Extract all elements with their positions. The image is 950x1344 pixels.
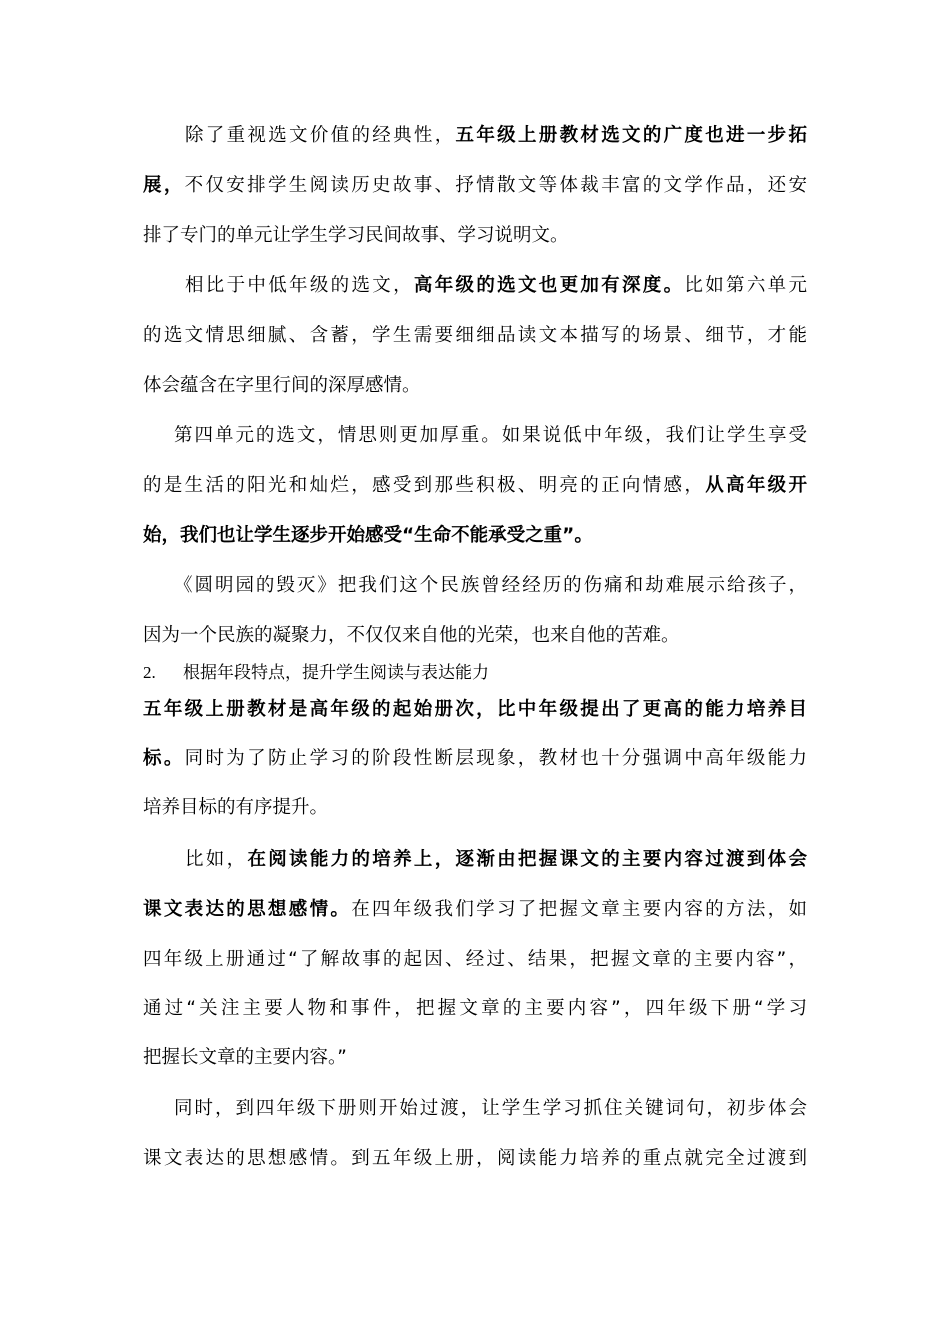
paragraph-1-line-1: 除了重视选文价值的经典性，五年级上册教材选文的广度也进一步拓 <box>185 125 807 146</box>
paragraph-3-line-1: 第四单元的选文，情思则更加厚重。如果说低中年级，我们让学生享受 <box>174 425 807 446</box>
paragraph-6-line-1: 比如，在阅读能力的培养上，逐渐由把握课文的主要内容过渡到体会 <box>185 849 807 870</box>
paragraph-6-line-5: 把握长文章的主要内容。” <box>143 1047 347 1068</box>
emphasis-text: 标。 <box>143 748 185 769</box>
paragraph-6-line-4: 通过“关注主要人物和事件，把握文章的主要内容”，四年级下册“学习 <box>143 998 807 1019</box>
paragraph-5-line-2: 标。同时为了防止学习的阶段性断层现象，教材也十分强调中高年级能力 <box>143 748 807 769</box>
emphasis-text: 从高年级开 <box>705 475 807 496</box>
emphasis-text: 课文表达的思想感情。 <box>143 899 352 920</box>
paragraph-5-line-1: 五年级上册教材是高年级的起始册次，比中年级提出了更高的能力培养目 <box>143 699 807 720</box>
paragraph-7-line-1: 同时，到四年级下册则开始过渡，让学生学习抓住关键词句，初步体会 <box>174 1098 807 1119</box>
paragraph-6-line-2: 课文表达的思想感情。在四年级我们学习了把握文章主要内容的方法，如 <box>143 899 807 920</box>
emphasis-text: 高年级的选文也更加有深度。 <box>413 275 685 296</box>
section-heading <box>143 660 489 686</box>
section-number: 2. <box>143 663 156 682</box>
paragraph-2-line-3: 体会蕴含在字里行间的深厚感情。 <box>143 375 421 396</box>
paragraph-4-line-1: 《圆明园的毁灭》把我们这个民族曾经经历的伤痛和劫难展示给孩子， <box>174 575 807 596</box>
paragraph-2-line-2: 的选文情思细腻、含蓄，学生需要细细品读文本描写的场景、细节，才能 <box>143 325 807 346</box>
paragraph-1-line-2: 展，不仅安排学生阅读历史故事、抒情散文等体裁丰富的文学作品，还安 <box>143 175 807 196</box>
emphasis-text: 五年级上册教材选文的广度也进一步拓 <box>455 125 807 146</box>
paragraph-3-line-3: 始，我们也让学生逐步开始感受“生命不能承受之重”。 <box>143 525 593 546</box>
paragraph-3-line-2: 的是生活的阳光和灿烂，感受到那些积极、明亮的正向情感，从高年级开 <box>143 475 807 496</box>
emphasis-text: 展， <box>143 175 185 196</box>
paragraph-7-line-2: 课文表达的思想感情。到五年级上册，阅读能力培养的重点就完全过渡到 <box>143 1148 807 1169</box>
emphasis-text: 在阅读能力的培养上，逐渐由把握课文的主要内容过渡到体会 <box>247 849 807 870</box>
paragraph-2-line-1: 相比于中低年级的选文，高年级的选文也更加有深度。比如第六单元 <box>185 275 807 296</box>
paragraph-4-line-2: 因为一个民族的凝聚力，不仅仅来自他的光荣，也来自他的苦难。 <box>143 625 680 646</box>
paragraph-6-line-3: 四年级上册通过“了解故事的起因、经过、结果，把握文章的主要内容”， <box>143 949 807 970</box>
section-title: 根据年段特点，提升学生阅读与表达能力 <box>183 663 489 682</box>
paragraph-1-line-3: 排了专门的单元让学生学习民间故事、学习说明文。 <box>143 225 569 246</box>
paragraph-5-line-3: 培养目标的有序提升。 <box>143 797 329 818</box>
